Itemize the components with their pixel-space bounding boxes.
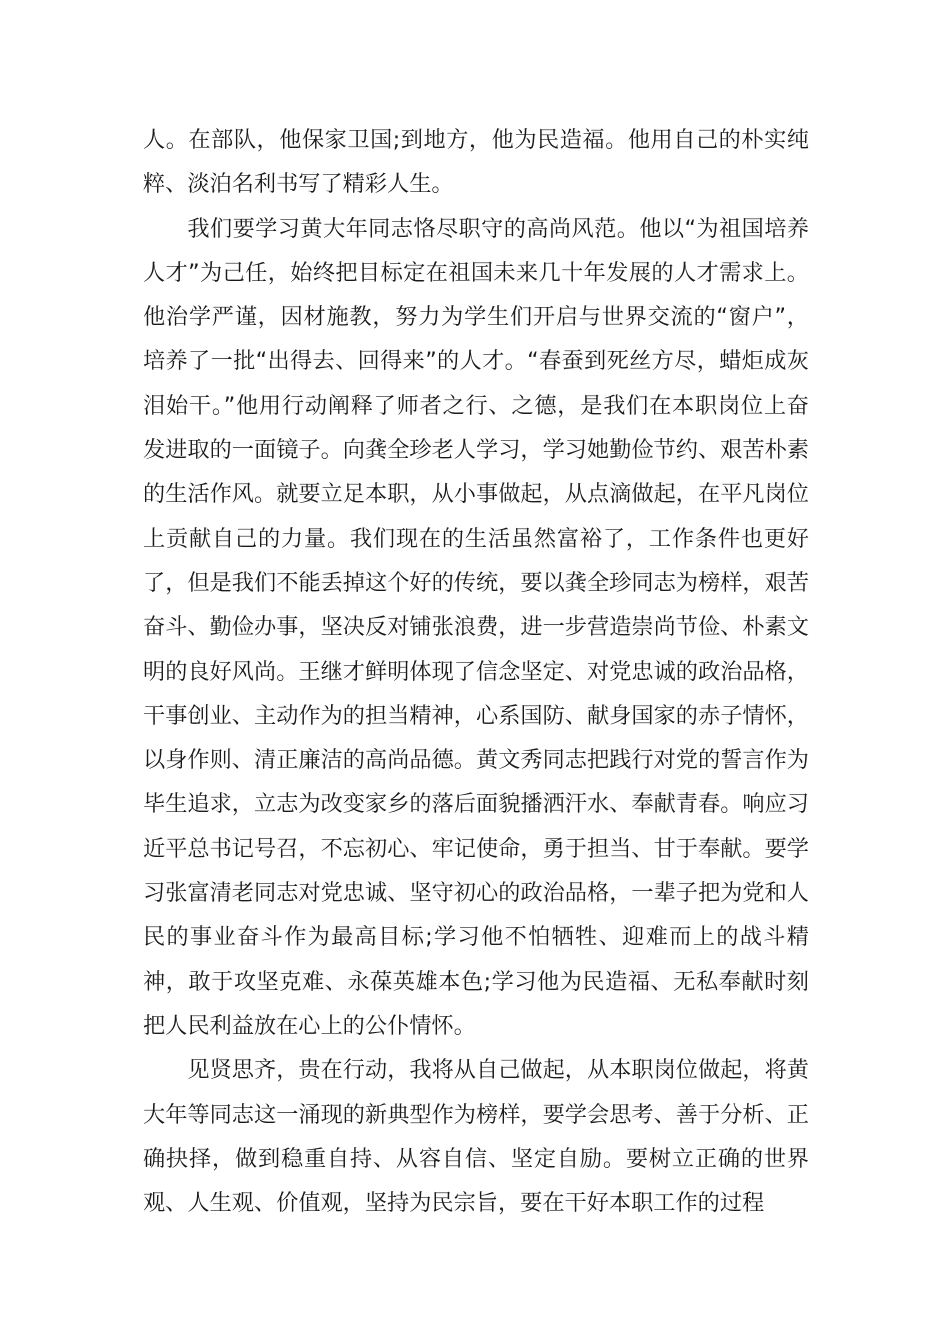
paragraph-2: 我们要学习黄大年同志恪尽职守的高尚风范。他以“为祖国培养人才”为己任，始终把目标定在祖国未来几十年发展的人才需求上。他治学严谨，因材施教，努力为学生们开启与世界交流的“窗户”，培养了一批“出得去、回得来”的人才。“春蚕到死丝方尽，蜡炬成灰泪始干。”他用行动阐释了师者之行、之德，是我们在本职岗位上奋发进取的一面镜子。向龚全珍老人学习，学习她勤俭节约、艰苦朴素的生活作风。就要立足本职，从小事做起，从点滴做起，在平凡岗位上贡献自己的力量。我们现在的生活虽然富裕了，工作条件也更好了，但是我们不能丢掉这个好的传统，要以龚全珍同志为榜样，艰苦奋斗、勤俭办事，坚决反对铺张浪费，进一步营造崇尚节俭、朴素文明的良好风尚。王继才鲜明体现了信念坚定、对党忠诚的政治品格，干事创业、主动作为的担当精神，心系国防、献身国家的赤子情怀，以身作则、清正廉洁的高尚品德。黄文秀同志把践行对党的誓言作为毕生追求，立志为改变家乡的落后面貌播洒汗水、奉献青春。响应习近平总书记号召，不忘初心、牢记使命，勇于担当、甘于奉献。要学习张富清老同志对党忠诚、坚守初心的政治品格，一辈子把为党和人民的事业奋斗作为最高目标;学习他不怕牺牲、迎难而上的战斗精神，敢于攻坚克难、永葆英雄本色;学习他为民造福、无私奉献时刻把人民利益放在心上的公仆情怀。: [143, 215, 809, 1039]
paragraph-3: 见贤思齐，贵在行动，我将从自己做起，从本职岗位做起，将黄大年等同志这一涌现的新典型作为榜样，要学会思考、善于分析、正确抉择，做到稳重自持、从容自信、坚定自励。要树立正确的世界观、人生观、价值观，坚持为民宗旨，要在干好本职工作的过程: [143, 1057, 809, 1217]
document-body: [143, 118, 809, 1225]
paragraph-1: 人。在部队，他保家卫国;到地方，他为民造福。他用自己的朴实纯粹、淡泊名利书写了精彩人生。: [143, 127, 809, 198]
